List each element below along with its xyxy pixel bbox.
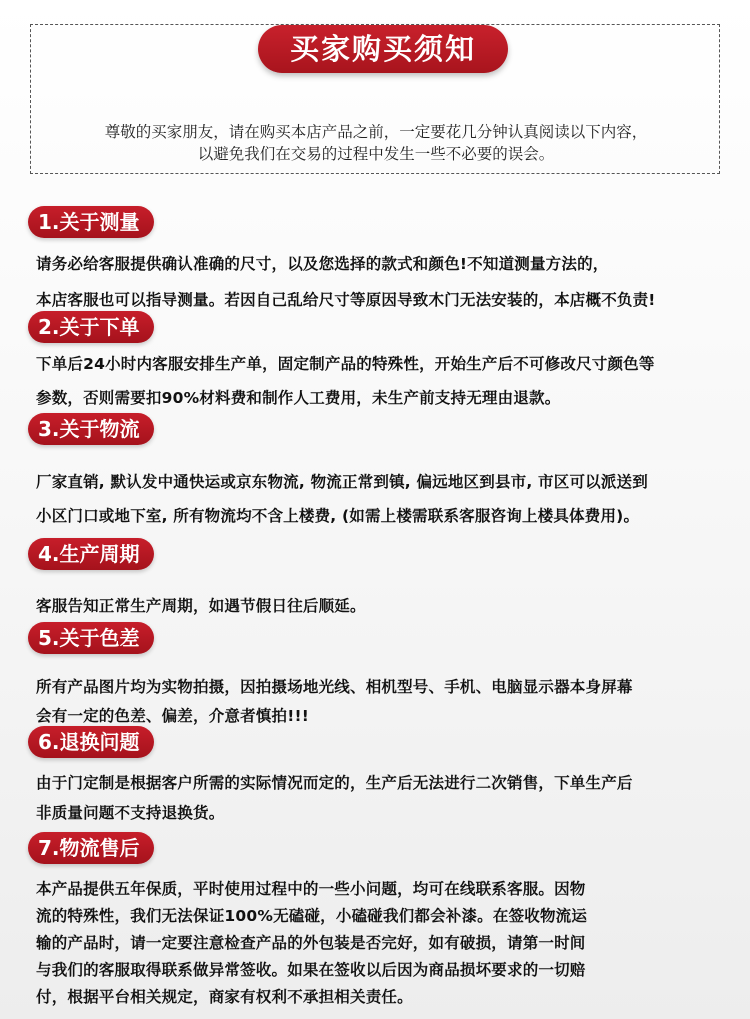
section-text-line: 付，根据平台相关规定，商家有权利不承担相关责任。 bbox=[36, 988, 413, 1006]
intro-line: 以避免我们在交易的过程中发生一些不必要的误会。 bbox=[197, 145, 555, 163]
section-text-line: 客服告知正常生产周期，如遇节假日往后顺延。 bbox=[36, 597, 366, 615]
section-title-ordering: 2.关于下单 bbox=[28, 311, 154, 343]
page-title: 买家购买须知 bbox=[258, 25, 508, 73]
section-text-line: 本店客服也可以指导测量。若因自己乱给尺寸等原因导致木门无法安装的，本店概不负责! bbox=[36, 291, 656, 309]
intro-text bbox=[31, 121, 721, 165]
section-title-after-sales: 7.物流售后 bbox=[28, 832, 154, 864]
section-text-line: 由于门定制是根据客户所需的实际情况而定的，生产后无法进行二次销售，下单生产后 bbox=[36, 774, 633, 792]
intro-line: 尊敬的买家朋友，请在购买本店产品之前，一定要花几分钟认真阅读以下内容， bbox=[104, 123, 648, 141]
section-text-line: 本产品提供五年保质，平时使用过程中的一些小问题，均可在线联系客服。因物 bbox=[36, 880, 586, 898]
section-text-line: 流的特殊性，我们无法保证100%无磕碰，小磕碰我们都会补漆。在签收物流运 bbox=[36, 907, 588, 925]
section-text-line: 会有一定的色差、偏差，介意者慎拍!!! bbox=[36, 707, 310, 725]
section-title-measurement: 1.关于测量 bbox=[28, 206, 154, 238]
section-title-color-difference: 5.关于色差 bbox=[28, 622, 154, 654]
section-title-returns: 6.退换问题 bbox=[28, 726, 154, 758]
section-text-line: 小区门口或地下室, 所有物流均不含上楼费, (如需上楼需联系客服咨询上楼具体费用)。 bbox=[36, 507, 640, 525]
section-text-line: 非质量问题不支持退换货。 bbox=[36, 804, 225, 822]
section-text-line: 下单后24小时内客服安排生产单，固定制产品的特殊性，开始生产后不可修改尺寸颜色等 bbox=[36, 355, 655, 373]
section-text-line: 请务必给客服提供确认准确的尺寸，以及您选择的款式和颜色!不知道测量方法的， bbox=[36, 255, 609, 273]
section-text-line: 所有产品图片均为实物拍摄，因拍摄场地光线、相机型号、手机、电脑显示器本身屏幕 bbox=[36, 678, 633, 696]
section-title-logistics: 3.关于物流 bbox=[28, 413, 154, 445]
section-text-line: 参数，否则需要扣90%材料费和制作人工费用，未生产前支持无理由退款。 bbox=[36, 389, 561, 407]
section-text-line: 输的产品时，请一定要注意检查产品的外包装是否完好，如有破损，请第一时间 bbox=[36, 934, 586, 952]
section-text-line: 厂家直销, 默认发中通快运或京东物流, 物流正常到镇, 偏远地区到县市, 市区可以派送到 bbox=[36, 473, 648, 491]
section-text-line: 与我们的客服取得联系做异常签收。如果在签收以后因为商品损坏要求的一切赔 bbox=[36, 961, 586, 979]
section-title-production-cycle: 4.生产周期 bbox=[28, 538, 154, 570]
